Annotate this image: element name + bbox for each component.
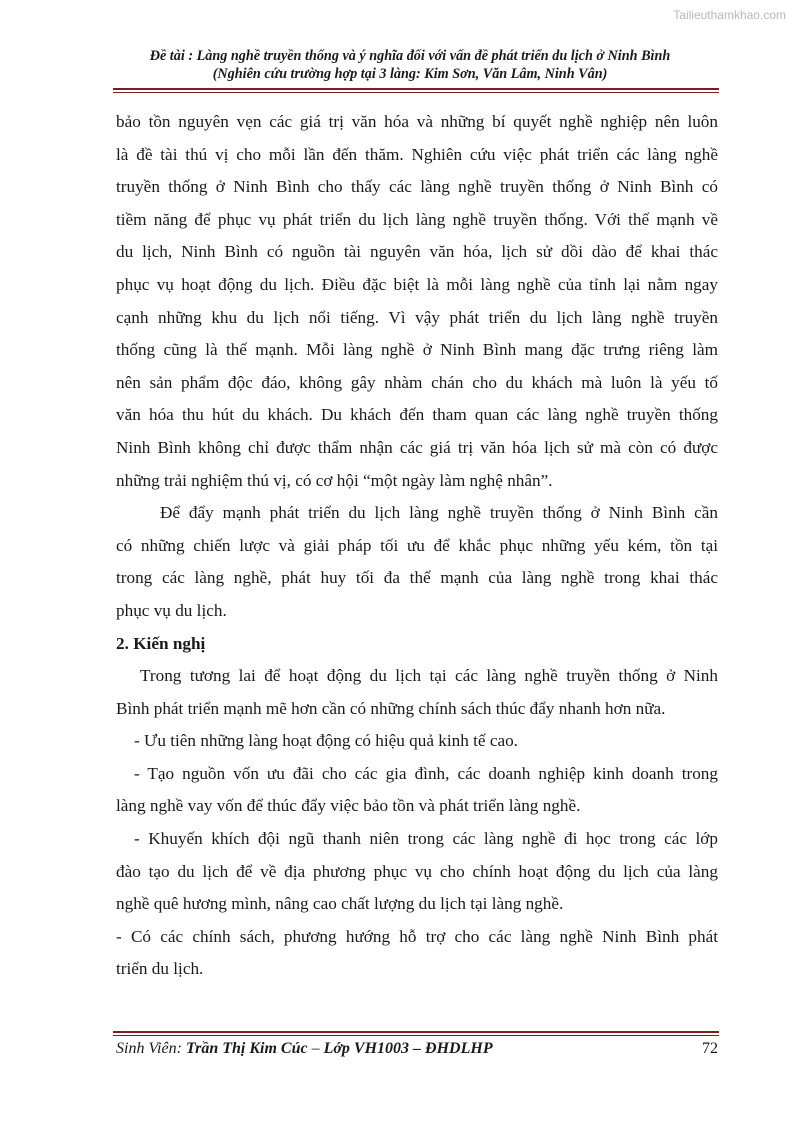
footer-student-name: Trần Thị Kim Cúc	[185, 1040, 308, 1057]
text-line: nghề quê hương mình, nâng cao chất lượng du lịch tại làng nghề.	[116, 894, 564, 914]
text-line: Ninh Bình không chỉ được thẩm nhận các giá trị văn hóa lịch sử mà còn có được	[116, 437, 718, 457]
footer-prefix: Sinh Viên:	[116, 1040, 186, 1057]
text-line: có những chiến lược và giải pháp tối ưu để khắc phục những yếu kém, tồn tại	[116, 535, 718, 555]
document-body	[116, 106, 718, 986]
page-header	[100, 47, 720, 83]
header-subtitle: (Nghiên cứu trường hợp tại 3 làng: Kim Sơn, Văn Lâm, Ninh Vân)	[212, 66, 608, 82]
text-line: trong các làng nghề, phát huy tối đa thế mạnh của làng nghề trong khai thác	[116, 568, 718, 588]
page-footer	[116, 1040, 718, 1058]
text-line: những trải nghiệm thú vị, có cơ hội “một ngày làm nghệ nhân”.	[116, 470, 553, 490]
text-line: thống cũng là thế mạnh. Mỗi làng nghề ở Ninh Bình mang đặc trưng riêng làm	[116, 340, 718, 360]
section-heading-text: 2. Kiến nghị	[116, 633, 206, 653]
bullet-item	[116, 823, 718, 921]
text-line: triển du lịch.	[116, 959, 204, 979]
paragraph-3	[116, 660, 718, 725]
footer-separator: –	[307, 1040, 324, 1057]
text-line: phục vụ du lịch.	[116, 600, 227, 620]
footer-author	[116, 1040, 493, 1058]
footer-class: Lớp VH1003 – ĐHDLHP	[323, 1040, 493, 1057]
text-line: làng nghề vay vốn để thúc đẩy việc bảo tồn và phát triển làng nghề.	[116, 796, 581, 816]
text-line: nên sản phẩm độc đáo, không gây nhàm chán cho du khách mà luôn là yếu tố	[116, 372, 718, 392]
page-number: 72	[702, 1040, 718, 1057]
header-divider	[113, 88, 719, 93]
text-line: Bình phát triển mạnh mẽ hơn cần có những chính sách thúc đẩy nhanh hơn nữa.	[116, 698, 666, 718]
text-line: truyền thống ở Ninh Bình cho thấy các làng nghề truyền thống ở Ninh Bình có	[116, 177, 718, 197]
header-title: Đề tài : Làng nghề truyền thống và ý nghĩa đối với vấn đề phát triển du lịch ở Ninh Bình	[149, 48, 671, 64]
text-line: là đề tài thú vị cho mỗi lần đến thăm. Nghiên cứu việc phát triển các làng nghề	[116, 144, 718, 164]
bullet-item	[116, 921, 718, 986]
text-line: đào tạo du lịch để về địa phương phục vụ cho chính hoạt động du lịch của làng	[116, 861, 718, 881]
text-line: Trong tương lai để hoạt động du lịch tại các làng nghề truyền thống ở Ninh	[140, 666, 718, 686]
paragraph-1	[116, 106, 718, 497]
text-line: tiềm năng để phục vụ phát triển du lịch làng nghề truyền thống. Với thế mạnh về	[116, 209, 718, 229]
text-line: cạnh những khu du lịch nổi tiếng. Vì vậy phát triển du lịch làng nghề truyền	[116, 307, 718, 327]
text-line: văn hóa thu hút du khách. Du khách đến tham quan các làng nghề truyền thống	[116, 405, 718, 425]
text-line: du lịch, Ninh Bình có nguồn tài nguyên văn hóa, lịch sử dồi dào để khai thác	[116, 242, 718, 262]
text-line: - Tạo nguồn vốn ưu đãi cho các gia đình, các doanh nghiệp kinh doanh trong	[134, 763, 718, 783]
text-line: phục vụ hoạt động du lịch. Điều đặc biệt là mỗi làng nghề của tỉnh lại nằm ngay	[116, 274, 718, 294]
watermark: Tailieuthamkhao.com	[673, 8, 786, 22]
paragraph-2	[116, 497, 718, 627]
bullet-item	[116, 758, 718, 823]
text-line: - Ưu tiên những làng hoạt động có hiệu quả kinh tế cao.	[134, 731, 518, 751]
section-heading	[116, 628, 718, 661]
bullet-item	[116, 725, 718, 758]
text-line: - Có các chính sách, phương hướng hỗ trợ cho các làng nghề Ninh Bình phát	[116, 926, 718, 946]
text-line: - Khuyến khích đội ngũ thanh niên trong các làng nghề đi học trong các lớp	[134, 829, 718, 849]
text-line: bảo tồn nguyên vẹn các giá trị văn hóa và những bí quyết nghề nghiệp nên luôn	[116, 112, 718, 131]
text-line: Để đẩy mạnh phát triển du lịch làng nghề truyền thống ở Ninh Bình cần	[160, 503, 718, 523]
footer-divider	[113, 1031, 719, 1036]
